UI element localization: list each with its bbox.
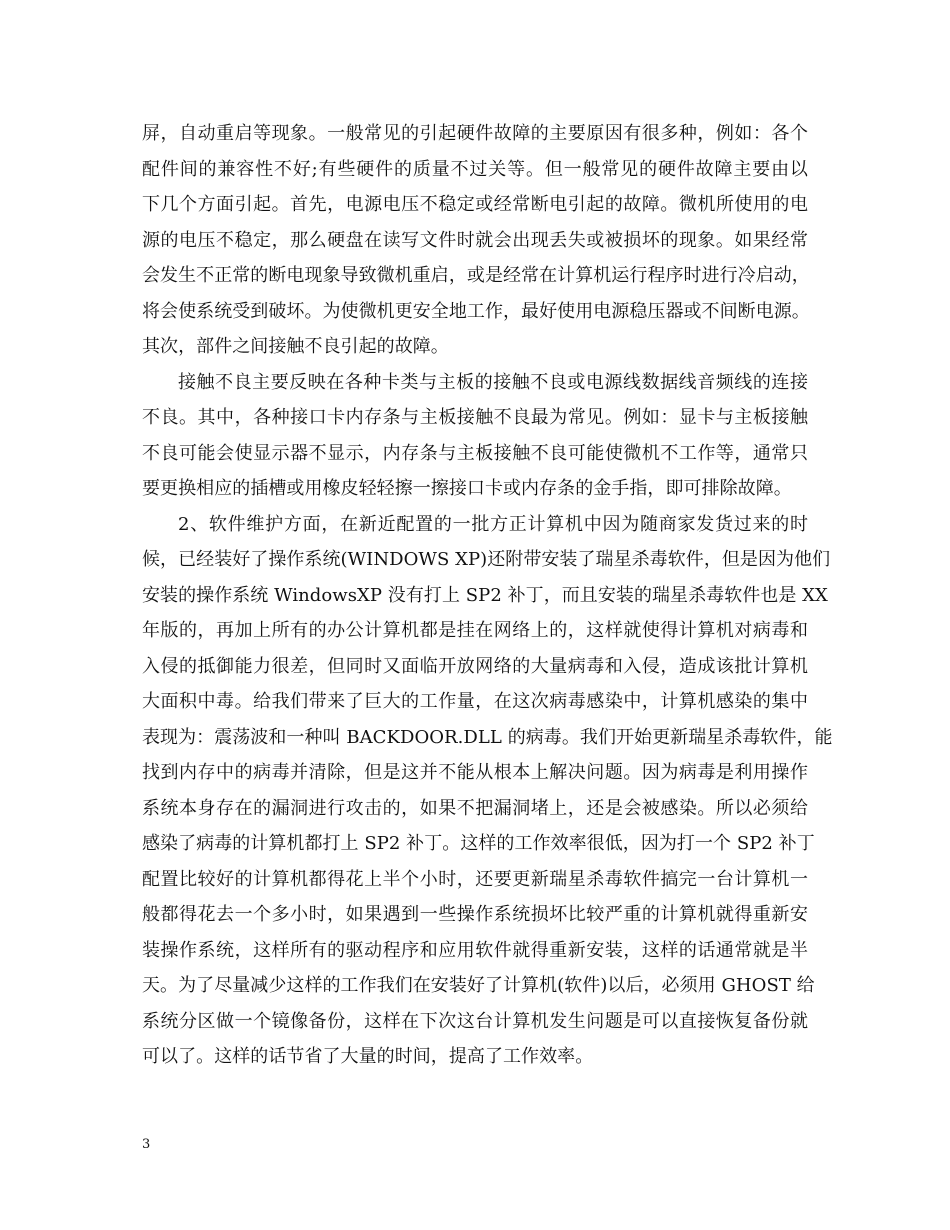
text-line: 配置比较好的计算机都得花上半个小时，还要更新瑞星杀毒软件搞完一台计算机一 [142, 868, 808, 890]
text-line: 下几个方面引起。首先，电源电压不稳定或经常断电引起的故障。微机所使用的电 [142, 194, 808, 215]
text-line: 接触不良主要反映在各种卡类与主板的接触不良或电源线数据线音频线的连接 [178, 371, 808, 393]
text-line: 配件间的兼容性不好;有些硬件的质量不过关等。但一般常见的硬件故障主要由以 [142, 158, 808, 180]
text-line: 系统分区做一个镜像备份，这样在下次这台计算机发生问题是可以直接恢复备份就 [142, 1010, 808, 1032]
paragraph-software-maintenance [142, 507, 833, 1075]
text-line: 将会使系统受到破坏。为使微机更安全地工作，最好使用电源稳压器或不间断电源。 [142, 300, 810, 322]
text-line: 入侵的抵御能力很差，但同时又面临开放网络的大量病毒和入侵，造成该批计算机 [142, 655, 808, 677]
body-text [142, 116, 833, 1075]
text-line: 安装的操作系统 WindowsXP 没有打上 SP2 补丁，而且安装的瑞星杀毒软件也是 XX [142, 584, 828, 606]
text-line: 要更换相应的插槽或用橡皮轻轻擦一擦接口卡或内存条的金手指，即可排除故障。 [142, 478, 792, 499]
text-line: 般都得花去一个多小时，如果遇到一些操作系统损坏比较严重的计算机就得重新安 [142, 904, 808, 925]
text-line: 不良可能会使显示器不显示，内存条与主板接触不良可能使微机不工作等，通常只 [142, 442, 808, 464]
text-line: 感染了病毒的计算机都打上 SP2 补丁。这样的工作效率很低，因为打一个 SP2 补丁 [142, 833, 815, 854]
text-line: 天。为了尽量减少这样的工作我们在安装好了计算机(软件)以后，必须用 GHOST 给 [142, 975, 815, 996]
text-line: 可以了。这样的话节省了大量的时间，提高了工作效率。 [142, 1046, 594, 1067]
text-line: 大面积中毒。给我们带来了巨大的工作量，在这次病毒感染中，计算机感染的集中 [142, 691, 808, 712]
text-line: 2、软件维护方面，在新近配置的一批方正计算机中因为随商家发货过来的时 [178, 513, 808, 535]
text-line: 表现为：震荡波和一种叫 BACKDOOR.DLL 的病毒。我们开始更新瑞星杀毒软件，能 [142, 726, 833, 748]
text-line: 源的电压不稳定，那么硬盘在读写文件时就会出现丢失或被损坏的现象。如果经常 [142, 229, 808, 251]
text-line: 不良。其中，各种接口卡内存条与主板接触不良最为常见。例如：显卡与主板接触 [142, 407, 808, 428]
paragraph-hardware-faults [142, 116, 808, 365]
text-line: 找到内存中的病毒并清除，但是这并不能从根本上解决问题。因为病毒是利用操作 [142, 762, 808, 783]
paragraph-poor-contact [142, 365, 808, 507]
text-line: 系统本身存在的漏洞进行攻击的，如果不把漏洞堵上，还是会被感染。所以必须给 [142, 797, 808, 819]
text-line: 候，已经装好了操作系统(WINDOWS XP)还附带安装了瑞星杀毒软件，但是因为他们 [142, 549, 831, 570]
text-line: 年版的，再加上所有的办公计算机都是挂在网络上的，这样就使得计算机对病毒和 [142, 620, 808, 641]
text-line: 装操作系统，这样所有的驱动程序和应用软件就得重新安装，这样的话通常就是半 [142, 939, 808, 961]
text-line: 屏，自动重启等现象。一般常见的引起硬件故障的主要原因有很多种，例如：各个 [142, 123, 808, 144]
page-number: 3 [142, 1137, 151, 1152]
text-line: 会发生不正常的断电现象导致微机重启，或是经常在计算机运行程序时进行冷启动， [142, 265, 810, 286]
text-line: 其次，部件之间接触不良引起的故障。 [142, 336, 449, 357]
